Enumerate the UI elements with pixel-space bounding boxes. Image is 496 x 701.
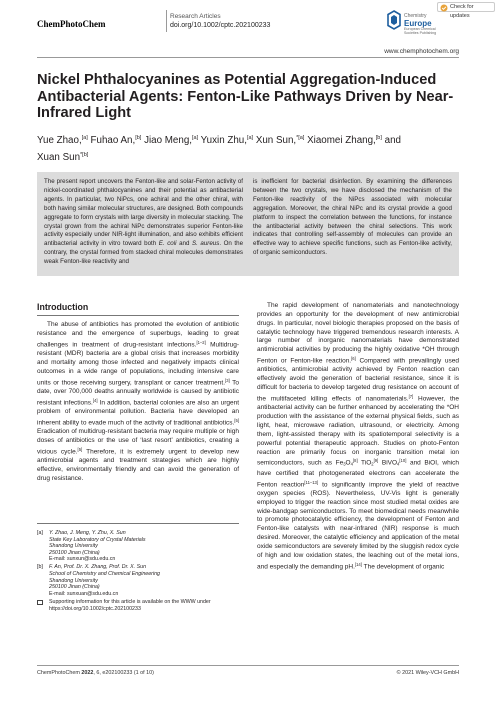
introduction-right-column <box>257 302 459 572</box>
citation[interactable]: [11–13] <box>304 479 319 485</box>
body-paragraph: The rapid development of nanomaterials and nanotechnology provides an opportunity for the development of new antimicrobial drugs. In particular, novel biologic therapies proposed on the basis of catalytic technology have triggered tremendous research interests. A large number of inorganic nanomaterials have demonstrated antimicrobial activities by producing the highly oxidative *OH through Fenton or Fenton-like reaction.[6] Compared with prevailingly used antibiotics, antimicrobial activity achieved by Fenton reaction can effectively avoid the generation of bacterial resistance, since it is difficult for bacteria to develop targeted drug resistance on account of the multifaceted killing effects of nanomaterials.[7] However, the antibacterial activity can be further enhanced by accelerating the *OH production with the assistance of the external physical fields, such as light, heat, microwave radiation, ultrasound, or electricity. Among them, light-assisted therapy with its spatiotemporal selectivity is a powerful potential therapeutic approach. Studies on photo-Fenton reaction are primarily focus on inorganic transition metal ion semiconductors, such as $Fe_3O_4[8]$ TiO$_2$[9] BiVO$_4$[10] and BiOI, which have certified that photogenerated electrons can accelerate the Fenton reaction[11–13] to significantly improve the yield of reactive oxygen species (ROS). Nevertheless, UV-Vis light is generally employed to trigger the reaction since most studied metal oxides are wide-bandgap semiconductors. To meet biomedical needs meanwhile to promote photocatalytic efficiency, the development of Fenton and Fenton-like catalysts with near-infrared (NIR) response is much desired. Moreover, the catalytic efficiency and application of the metal oxide semiconductors are severely limited by the sluggish redox cycle of high and low oxidation states, the leaching out of the metal ions, and especially the demanding pH.[14] The development of organic <box>257 302 460 571</box>
supporting-info-icon <box>37 600 43 605</box>
citation[interactable]: [10] <box>399 458 407 464</box>
citation[interactable]: [4] <box>92 397 98 403</box>
affiliation-b: [b] F. An, Prof. Dr. X. Zhang, Prof. Dr. X. Sun School of Chemistry and Chemical Engineering Shandong University 250100 Jinan (China) E-mail: sunxuan@sdu.edu.cn <box>37 564 239 597</box>
citation[interactable]: [6] <box>351 356 356 362</box>
author: Xuan Sun$^{*[b]}$ <box>37 152 89 163</box>
author-conjunction: and <box>384 135 401 146</box>
footer-citation: ChemPhotoChem 2022, 6, e202100233 (1 of 10) <box>37 670 154 676</box>
citation[interactable]: [5] <box>77 446 83 452</box>
publisher-sub-1: European Chemical <box>404 27 436 31</box>
article-meta <box>170 12 270 30</box>
publisher-text <box>404 13 436 35</box>
chemistry-europe-icon <box>387 10 401 30</box>
citation[interactable]: [9] <box>373 458 379 464</box>
author: Xun Sun,$^{*[a]}$ <box>255 135 305 146</box>
publisher-sub-2: Societies Publishing <box>404 31 437 35</box>
publisher-main: Europe <box>404 19 432 28</box>
citation[interactable]: [1–2] <box>196 339 206 345</box>
author-list <box>37 131 457 165</box>
publisher-small: Chemistry <box>404 13 427 19</box>
author: Yue Zhao,[a] <box>37 135 88 146</box>
citation[interactable]: [3] <box>225 377 230 383</box>
citation[interactable]: [14] <box>354 561 362 567</box>
footnote-rule <box>37 523 239 524</box>
author: Fuhao An,[b] <box>90 135 142 146</box>
citation[interactable]: [7] <box>408 393 414 399</box>
header-rule <box>37 57 459 58</box>
header-divider <box>166 10 167 32</box>
check-for-updates-button[interactable] <box>437 2 495 19</box>
author: Jiao Meng,[a] <box>144 135 199 146</box>
journal-website[interactable]: www.chemphotochem.org <box>384 48 459 55</box>
citation[interactable]: [8] <box>352 458 358 464</box>
affiliation-a: [a] Y. Zhao, J. Meng, Y. Zhu, X. Sun State Key Laboratory of Crystal Materials Shandong University 250100 Jinan (China) E-mail: sunxun@sdu.edu.cn <box>37 530 239 563</box>
abstract-left-column: The present report uncovers the Fenton-like and solar-Fenton activity of nickel-coordinated phthalocyanines and their potential as antibacterial agents. In particular, two NiPcs, one achiral and the other chiral, with both having similar molecular structures, are designed. Both compounds aggregate to form crystals with large diversity in molecular stacking. The crystal grown from the achiral NiPc demonstrates superior Fenton-like activity especially under NIR-light illumination, and also exhibits efficient antibacterial activity in vitro toward both E. coli and S. aureus. On the contrary, the crystal formed from stacked chiral molecules demonstrates weak Fenton-like reactivity and <box>44 178 244 266</box>
doi-link[interactable]: doi.org/10.1002/cptc.202100233 <box>170 22 271 29</box>
footnotes <box>37 530 239 614</box>
email-link[interactable]: E-mail: sunxun@sdu.edu.cn <box>49 556 116 563</box>
chemistry-europe-logo[interactable] <box>387 10 459 36</box>
check-updates-icon <box>440 4 448 12</box>
article-title: Nickel Phthalocyanines as Potential Aggregation-Induced Antibacterial Agents: Fenton-Like Pathways Driven by Near-Infrared Light <box>37 72 454 121</box>
page-header <box>0 0 496 40</box>
supporting-information[interactable]: Supporting information for this article is available on the WWW under https://doi.org/10.1002/cptc.202100233 <box>37 599 239 612</box>
introduction-left-column <box>37 321 239 484</box>
section-rule <box>37 315 239 316</box>
author: Xiaomei Zhang,[b] <box>307 135 382 146</box>
body-paragraph: The abuse of antibiotics has promoted the evolution of antibiotic resistance and the emergence of superbugs, leading to great challenges in treatment of drug-resistant infections.[1–2] Multidrug-resistant (MDR) bacteria are a global crisis that increases morbidity and mortality among those infected and negatively impacts clinical outcomes in a wide range of populations, including intensive care units or those receiving surgery, transplant or cancer treatment.[3] To date, over 700,000 deaths annually worldwide is caused by antibiotic resistant infections.[4] In addition, bacterial colonies are also an urgent problem of environmental pollution. Bacteria have developed an inherent ability to evade much of the activity of traditional antibiotics.[5] Eradication of multidrug-resistant bacteria may require multiple or high doses of antibiotics or the use of ‘last resort’ antibiotics, creating a vicious cycle.[5] Therefore, it is extremely urgent to develop new antimicrobial agents and treatment strategies which are highly effective, environmentally friendly and can avoid the generation of drug resistance. <box>37 321 240 482</box>
section-heading-introduction: Introduction <box>37 302 89 312</box>
abstract-box <box>37 172 459 276</box>
check-updates-label: Check for updates <box>450 4 474 19</box>
citation[interactable]: [5] <box>234 417 239 423</box>
article-type: Research Articles <box>170 13 221 20</box>
footer-copyright: © 2021 Wiley-VCH GmbH <box>396 670 459 676</box>
footer-rule <box>37 665 459 666</box>
journal-name[interactable]: ChemPhotoChem <box>37 19 106 29</box>
author: Yuxin Zhu,[a] <box>200 135 254 146</box>
email-link[interactable]: E-mail: sunxuan@sdu.edu.cn <box>49 590 119 597</box>
abstract-right-column: is inefficient for bacterial disinfection. By examining the differences between the two crystals, we have disclosed the mechanism of the Fenton-like reactivity of the NiPcs associated with molecular aggregation. Moreover, the chiral NiPc and its crystal provide a good platform to inspect the correlation between the functions, for instance the antibacterial activity between the chiral selections. This work indicates that controlling self-assembly of molecules can provide an effective way to achieve specific functions, such as Fenton-like activity, of organic semiconductors. <box>253 178 452 257</box>
